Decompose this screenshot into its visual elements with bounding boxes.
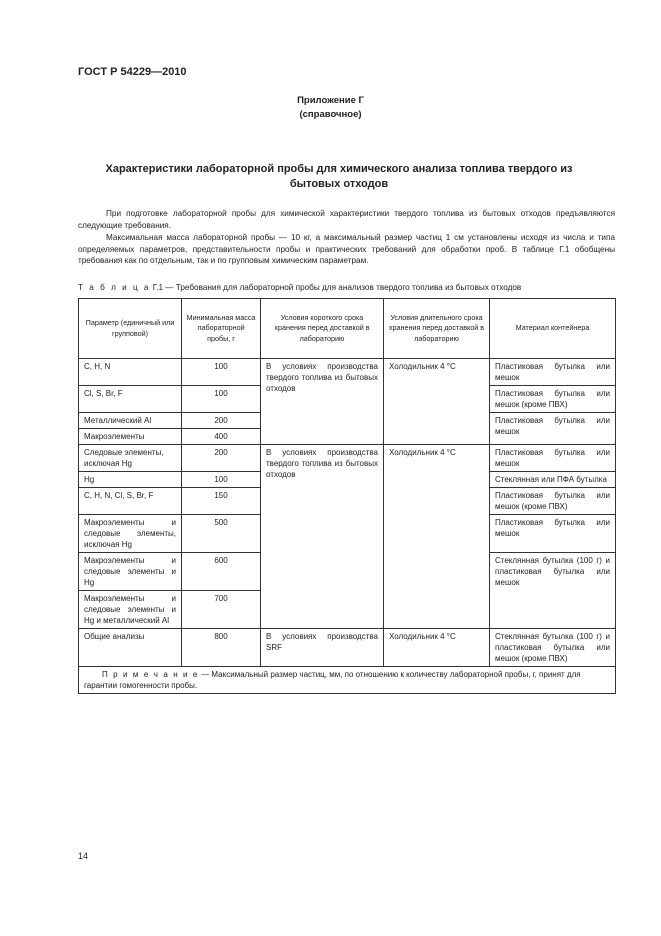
- cell-mass: 700: [182, 591, 261, 629]
- header-long-storage: Условия длительного срока хранения перед доставкой в лабораторию: [384, 299, 490, 359]
- cell-param: C, H, N: [79, 359, 182, 386]
- table-row: [79, 629, 616, 667]
- header-short-storage: Условия короткого срока хранения перед доставкой в лабораторию: [261, 299, 384, 359]
- table-note-row: [79, 667, 616, 694]
- note-label: П р и м е ч а н и е: [102, 670, 199, 679]
- cell-material: Стеклянная бутылка (100 г) и пластиковая бутылка или мешок (кроме ПВХ): [490, 629, 616, 667]
- cell-param: Макроэлементы и следовые элементы и Hg: [79, 553, 182, 591]
- cell-material: Пластиковая бутылка или мешок: [490, 359, 616, 386]
- cell-param: Макроэлементы и следовые элементы, исключая Hg: [79, 515, 182, 553]
- cell-mass: 200: [182, 413, 261, 429]
- table-note: [79, 667, 616, 694]
- table-row: [79, 359, 616, 386]
- cell-mass: 100: [182, 359, 261, 386]
- cell-param: Макроэлементы: [79, 429, 182, 445]
- cell-short-storage: В условиях производства твердого топлива из бытовых отходов: [261, 445, 384, 629]
- cell-param: Общие анализы: [79, 629, 182, 667]
- cell-mass: 200: [182, 445, 261, 472]
- paragraph-1: При подготовке лабораторной пробы для химической характеристики твердого топлива из бытовых отходов предъявляются следующие требования.: [78, 209, 615, 230]
- cell-long-storage: Холодильник 4 °C: [384, 445, 490, 629]
- header-parameter: Параметр (единичный или групповой): [79, 299, 182, 359]
- cell-material: Пластиковая бутылка или мешок: [490, 413, 616, 445]
- cell-param: Макроэлементы и следовые элементы и Hg и металлический Al: [79, 591, 182, 629]
- cell-material: Пластиковая бутылка или мешок: [490, 445, 616, 472]
- table-row: [79, 445, 616, 472]
- cell-param: Следовые элементы, исключая Hg: [79, 445, 182, 472]
- cell-material: Пластиковая бутылка или мешок (кроме ПВХ): [490, 386, 616, 413]
- cell-mass: 600: [182, 553, 261, 591]
- header-mass: Минимальная масса лабораторной пробы, г: [182, 299, 261, 359]
- table-caption-prefix: Т а б л и ц а: [78, 283, 151, 292]
- cell-material: Стеклянная бутылка (100 г) и пластиковая бутылка или мешок: [490, 553, 616, 629]
- cell-short-storage: В условиях производства твердого топлива из бытовых отходов: [261, 359, 384, 445]
- cell-param: Металлический Al: [79, 413, 182, 429]
- cell-mass: 100: [182, 386, 261, 413]
- cell-mass: 800: [182, 629, 261, 667]
- cell-param: Cl, S, Br, F: [79, 386, 182, 413]
- cell-material: Пластиковая бутылка или мешок: [490, 515, 616, 553]
- table-caption-text: Г.1 — Требования для лабораторной пробы для анализов твердого топлива из бытовых отходов: [150, 283, 522, 292]
- cell-material: Пластиковая бутылка или мешок (кроме ПВХ): [490, 488, 616, 515]
- note-text: — Максимальный размер частиц, мм, по отношению к количеству лабораторной пробы, г, принят для гарантии гомогенности пробы.: [84, 670, 581, 690]
- cell-short-storage: В условиях производства SRF: [261, 629, 384, 667]
- cell-long-storage: Холодильник 4 °C: [384, 359, 490, 445]
- appendix-type: (справочное): [299, 109, 362, 120]
- cell-param: Hg: [79, 472, 182, 488]
- requirements-table: [78, 298, 616, 694]
- section-title: Характеристики лабораторной пробы для химического анализа топлива твердого из бытовых отходов: [105, 163, 573, 190]
- cell-mass: 100: [182, 472, 261, 488]
- cell-mass: 500: [182, 515, 261, 553]
- cell-mass: 150: [182, 488, 261, 515]
- header-material: Материал контейнера: [490, 299, 616, 359]
- cell-material: Стеклянная или ПФА бутылка: [490, 472, 616, 488]
- document-code: ГОСТ Р 54229—2010: [78, 66, 187, 78]
- cell-param: C, H, N, Cl, S, Br, F: [79, 488, 182, 515]
- table-caption: [78, 283, 521, 292]
- page-number: 14: [78, 851, 89, 861]
- appendix-label: Приложение Г: [297, 95, 364, 106]
- table-header-row: [79, 299, 616, 359]
- cell-mass: 400: [182, 429, 261, 445]
- paragraph-2: Максимальная масса лабораторной пробы — 10 кг, а максимальный размер частиц 1 см установлены исходя из числа и типа определяемых параметров, представительности пробы и практических требований для обработки проб. В таблице Г.1 обобщены требования как по отдельным, так и по групповым химическим параметрам.: [78, 233, 615, 265]
- cell-long-storage: Холодильник 4 °C: [384, 629, 490, 667]
